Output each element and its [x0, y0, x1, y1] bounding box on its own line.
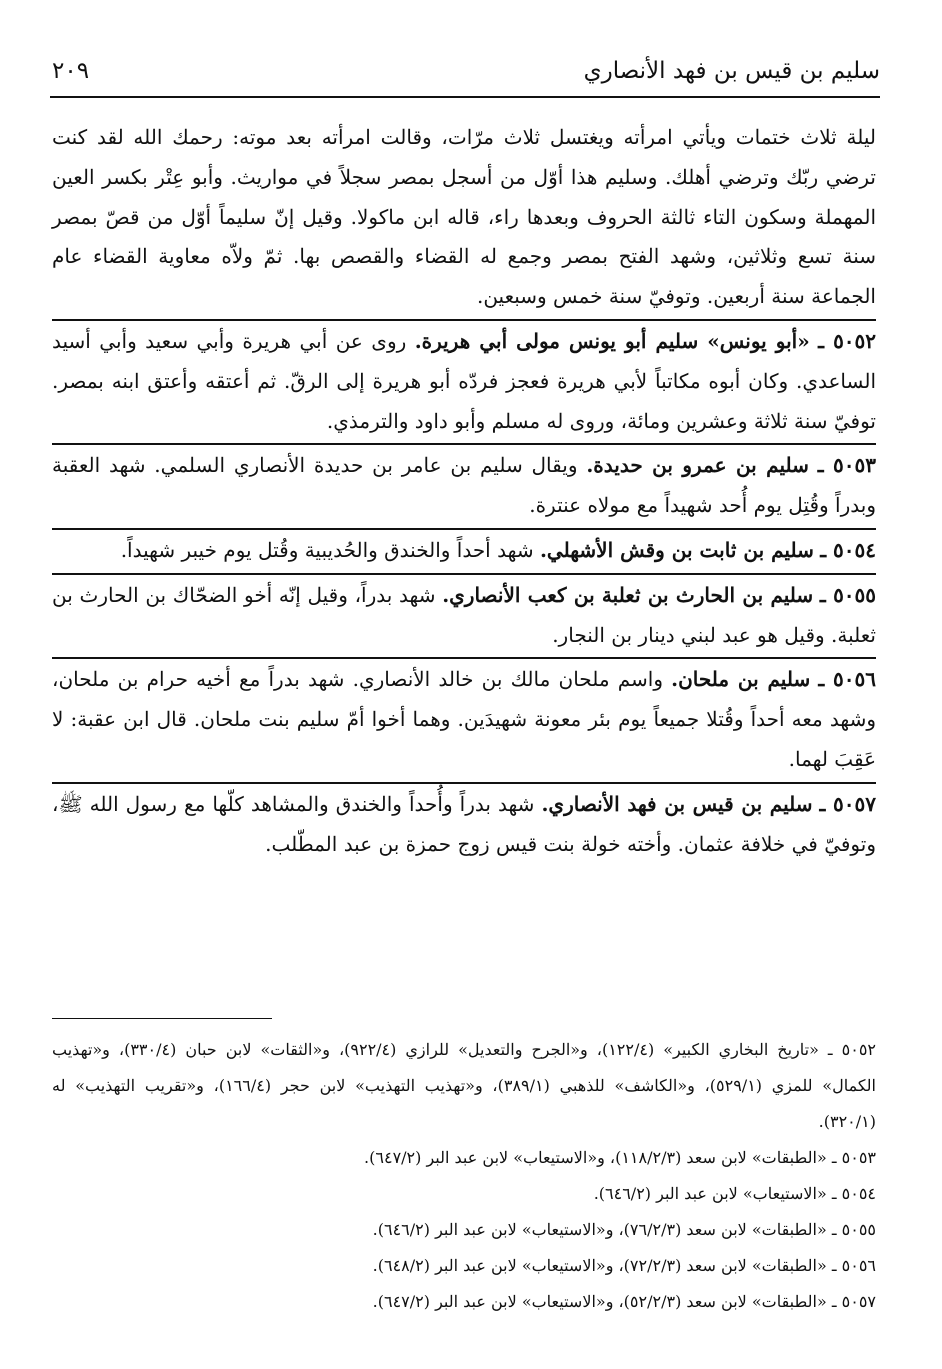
entry-5055: [52, 573, 876, 656]
entry-5057: [52, 782, 876, 865]
running-title: سليم بن قيس بن فهد الأنصاري: [583, 58, 880, 84]
entry-text: شهد بدراً، وقيل إنّه أخو الضحّاك بن الحارث بن ثعلبة. وقيل هو عبد لبني دينار بن النجار.: [52, 582, 876, 647]
entry-title: «أبو يونس» سليم أبو يونس مولى أبي هريرة.: [414, 328, 810, 353]
footnote-text: «تاريخ البخاري الكبير» (١٢٢/٤)، و«الجرح والتعديل» للرازي (٩٢٢/٤)، و«الثقات» لابن حبان (٣٣٠/٤)، و«تهذيب الكمال» للمزي (٥٢٩/١)، و«الكاشف» للذهبي (٣٨٩/١)، و«تهذيب التهذيب» لابن حجر (١٦٦/٤)، و«تقريب التهذيب» له (٣٢٠/١).: [52, 1040, 877, 1131]
entry-number: ٥٠٥٦ ـ: [818, 667, 876, 692]
intro-paragraph: ليلة ثلاث ختمات ويأتي امرأته ويغتسل ثلاث مرّات، وقالت امرأته بعد موته: رحمك الله لقد كنت ترضي ربّك وترضي أهلك. وسليم هذا أوّل من أسجل بمصر سجلاً في مواريث. وأبو عِتْر بكسر العين المهملة وسكون التاء ثالثة الحروف وبعدها راء، قاله ابن ماكولا. وقيل إنّ سليماً أوّل من قصّ بمصر سنة تسع وثلاثين، وشهد الفتح بمصر وجمع له القضاء والقصص بها. ثمّ ولاّه معاوية القضاء عام الجماعة سنة أربعين. وتوفيّ سنة خمس وسبعين.: [52, 125, 876, 309]
footnotes: [52, 1032, 876, 1320]
footnote-divider: [52, 1018, 272, 1019]
footnote-number: ٥٠٥٦ ـ: [831, 1256, 876, 1275]
entry-text: شهد بدراً وأُحداً والخندق والمشاهد كلّها مع رسول الله ﷺ، وتوفيّ في خلافة عثمان. وأخته خولة بنت قيس زوج حمزة بن عبد المطّلب.: [52, 791, 876, 856]
entry-number: ٥٠٥٧ ـ: [819, 791, 877, 816]
footnote-5053: [52, 1140, 876, 1176]
footnote-number: ٥٠٥٥ ـ: [831, 1220, 876, 1239]
entry-text: ويقال سليم بن عامر بن حديدة الأنصاري السلمي. شهد العقبة وبدراً وقُتِل يوم أُحد شهيداً مع مولاه عنترة.: [52, 453, 876, 518]
entry-title: سليم بن الحارث بن ثعلبة بن كعب الأنصاري.: [442, 582, 814, 607]
entry-5054: [52, 528, 876, 571]
entry-number: ٥٠٥٢ ـ: [818, 328, 877, 353]
footnote-text: «الطبقات» لابن سعد (١١٨/٢/٣)، و«الاستيعاب» لابن عبد البر (٦٤٧/٢).: [364, 1148, 827, 1167]
entry-number: ٥٠٥٥ ـ: [819, 582, 877, 607]
footnote-5056: [52, 1248, 876, 1284]
footnote-5055: [52, 1212, 876, 1248]
footnote-5057: [52, 1284, 876, 1320]
entry-5052: [52, 319, 876, 441]
entry-text: روى عن أبي هريرة وأبي سعيد وأبي أسيد الساعدي. وكان أبوه مكاتباً لأبي هريرة فعجز فردّه أبو هريرة إلى الرقّ. ثم أعتقه وأعتق ابنه بمصر. توفيّ سنة ثلاثة وعشرين ومائة، وروى له مسلم وأبو داود والترمذي.: [52, 328, 876, 433]
footnote-number: ٥٠٥٢ ـ: [827, 1040, 876, 1059]
entry-number: ٥٠٥٤ ـ: [820, 537, 876, 562]
entry-title: سليم بن ثابت بن وقش الأشهلي.: [539, 537, 814, 562]
footnote-5054: [52, 1176, 876, 1212]
footnote-number: ٥٠٥٤ ـ: [831, 1184, 876, 1203]
entry-text: واسم ملحان مالك بن خالد الأنصاري. شهد بدراً مع أخيه حرام بن ملحان، وشهد معه أحداً وقُتلا جميعاً يوم بئر معونة شهيدَين. وهما أخوا أمّ سليم بنت ملحان. قال ابن عقبة: لا عَقِبَ لهما.: [52, 667, 876, 771]
entry-5056: [52, 657, 876, 779]
footnote-number: ٥٠٥٧ ـ: [831, 1292, 876, 1311]
footnote-text: «الاستيعاب» لابن عبد البر (٦٤٦/٢).: [593, 1184, 827, 1203]
footnote-text: «الطبقات» لابن سعد (٧٦/٢/٣)، و«الاستيعاب» لابن عبد البر (٦٤٦/٢).: [372, 1220, 827, 1239]
footnote-number: ٥٠٥٣ ـ: [831, 1148, 876, 1167]
entry-title: سليم بن قيس بن فهد الأنصاري.: [541, 791, 813, 816]
page-header: [50, 52, 880, 98]
footnote-text: «الطبقات» لابن سعد (٥٢/٢/٣)، و«الاستيعاب» لابن عبد البر (٦٤٧/٢).: [372, 1292, 827, 1311]
entry-title: سليم بن عمرو بن حديدة.: [586, 453, 809, 478]
entry-5053: [52, 443, 876, 526]
page-number: ٢٠٩: [52, 58, 90, 84]
main-text: [52, 118, 876, 864]
entry-title: سليم بن ملحان.: [671, 667, 811, 692]
entry-number: ٥٠٥٣ ـ: [817, 453, 876, 478]
footnote-5052: [52, 1032, 876, 1140]
footnote-text: «الطبقات» لابن سعد (٧٢/٢/٣)، و«الاستيعاب» لابن عبد البر (٦٤٨/٢).: [372, 1256, 827, 1275]
entry-text: شهد أحداً والخندق والحُديبية وقُتل يوم خيبر شهيداً.: [120, 537, 534, 562]
